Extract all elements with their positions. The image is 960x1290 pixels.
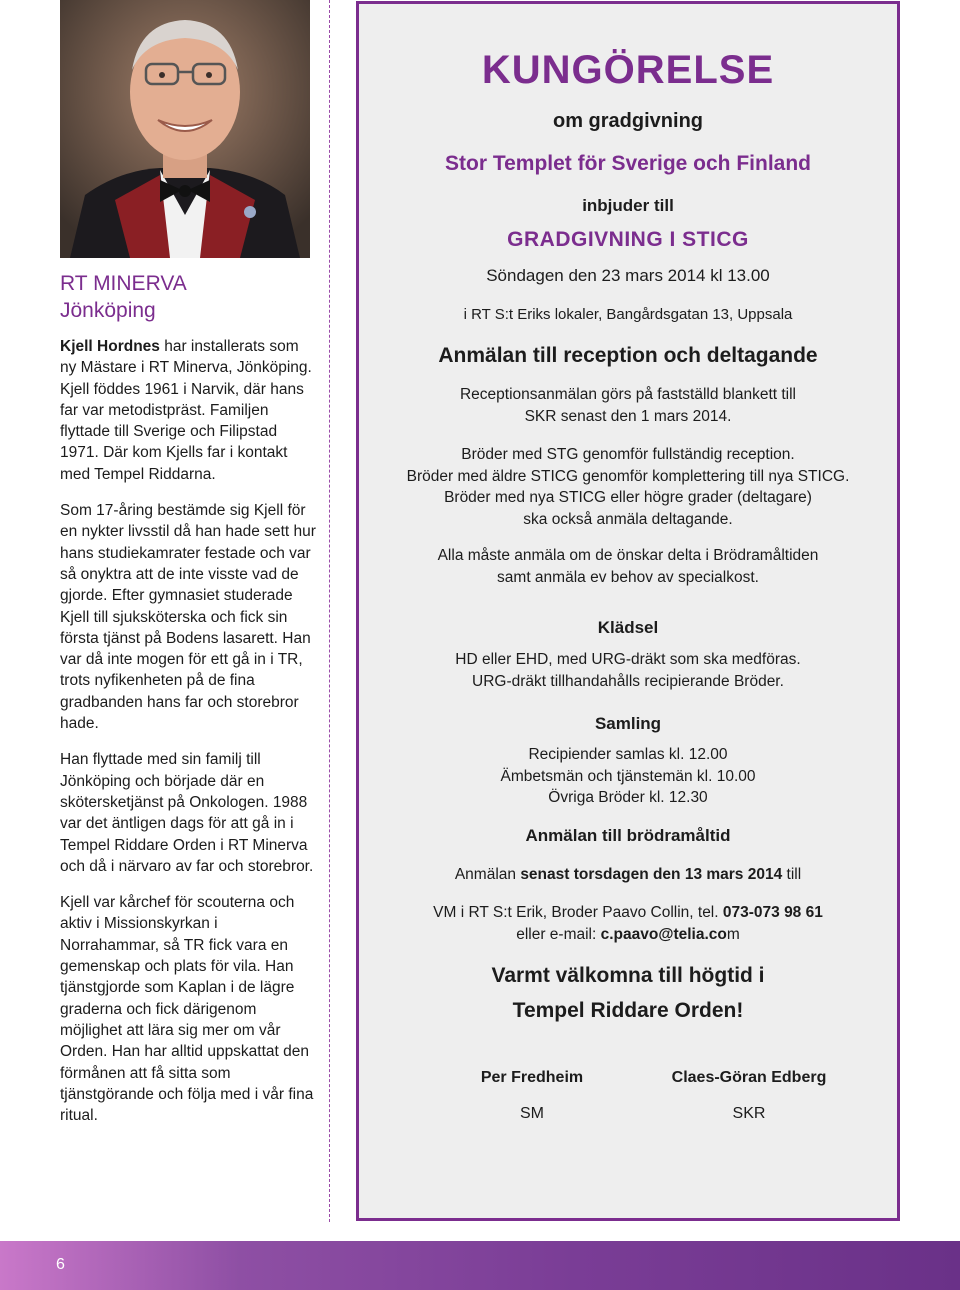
- announcement-invites: inbjuder till: [582, 196, 674, 215]
- article-paragraph-1: [60, 336, 316, 485]
- gather-text: [359, 744, 897, 809]
- announcement-org: Stor Templet för Sverige och Finland: [445, 152, 811, 175]
- dinner-line: [359, 864, 897, 886]
- dinner-post: till: [782, 866, 802, 883]
- article-heading-line2: Jönköping: [60, 299, 156, 322]
- page-number: 6: [56, 1256, 65, 1273]
- email-post: m: [726, 925, 740, 943]
- article-heading: [60, 270, 316, 324]
- contact-phone: 073-073 98 61: [722, 904, 823, 921]
- dinner-pre: Anmälan: [454, 866, 521, 883]
- dinner-text: [359, 864, 897, 886]
- email-address: c.paavo@telia.co: [600, 925, 727, 943]
- gather-heading: Samling: [594, 714, 662, 733]
- email-pre: eller e-mail:: [516, 925, 601, 943]
- article-paragraph-1-text: har installerats som ny Mästare i RT Minerva, Jönköping. Kjell föddes 1961 i Narvik, där hans far var metodistpräst. Familjen flyttade till Sverige och Filipstad 1971. Där kom Kjells far i kontakt med Tempel Riddarna.: [60, 338, 312, 483]
- announcement-place: i RT S:t Eriks lokaler, Bangårdsgatan 13, Uppsala: [463, 306, 793, 323]
- brothers-text: [359, 444, 897, 530]
- brothers-line-1: Bröder med STG genomför fullständig reception.: [461, 446, 795, 463]
- article-heading-line1: RT MINERVA: [60, 272, 187, 295]
- brothers-line-3: Bröder med nya STICG eller högre grader (deltagare): [444, 489, 812, 506]
- brothers-line-4: ska också anmäla deltagande.: [523, 510, 733, 528]
- dress-line-2: URG-dräkt tillhandahålls recipierande Bröder.: [472, 672, 784, 690]
- article-column: [60, 270, 316, 1141]
- registration-heading: Anmälan till reception och deltagande: [438, 344, 818, 367]
- article-name: Kjell Hordnes: [60, 338, 160, 355]
- welcome-line-1: Varmt välkomna till högtid i: [491, 964, 765, 987]
- registration-line-2: SKR senast den 1 mars 2014.: [524, 407, 732, 425]
- gather-line-3: Övriga Bröder kl. 12.30: [548, 789, 708, 806]
- portrait-photo: [60, 0, 310, 258]
- article-paragraph-4: Kjell var kårchef för scouterna och aktiv i Missionskyrkan i Norrahammar, så TR fick vara en gemenskap och plats för vila. Han tjänstgjorde som Kaplan i de lägre graderna och fick därigenom möjlighet att lära sig mer om vår Orden. Han har alltid uppskattat den förmånen att få sitta som tjänstgörande och följa med i vår fina ritual.: [60, 894, 314, 1125]
- column-divider: [329, 0, 330, 1222]
- signature-1: [457, 1069, 607, 1123]
- signature-1-role: SM: [520, 1105, 544, 1122]
- meal-text: [359, 545, 897, 588]
- announcement-subtitle: om gradgivning: [553, 110, 703, 132]
- dinner-heading: Anmälan till brödramåltid: [525, 826, 731, 845]
- signature-2-name: Claes-Göran Edberg: [671, 1069, 827, 1086]
- page-footer: [0, 1241, 960, 1290]
- signature-2-role: SKR: [732, 1105, 766, 1122]
- welcome-text: [359, 958, 897, 1028]
- contact-text: [359, 902, 897, 945]
- gather-line-2: Ämbetsmän och tjänstemän kl. 10.00: [500, 767, 756, 785]
- signature-2: [649, 1069, 849, 1123]
- dinner-deadline: senast torsdagen den 13 mars 2014: [520, 866, 783, 883]
- contact-line: [359, 902, 897, 924]
- dress-line-1: HD eller EHD, med URG-dräkt som ska medföras.: [455, 651, 801, 668]
- announcement-event: GRADGIVNING I STICG: [507, 228, 749, 251]
- announcement-title: KUNGÖRELSE: [481, 48, 775, 92]
- portrait-illustration: [60, 0, 310, 258]
- article-paragraph-2: Som 17-åring bestämde sig Kjell för en nykter livsstil då han hade sett hur hans studiekamrater festade och var så onyktra att de inte visste vad de gjorde. Efter gymnasiet studerade Kjell till sjuksköterska och fick sin första tjänst på Bodens lasarett. Han var då inte mogen för ett gå in i TR, trots nyfikenheten på de fina gradbanden hans far och storebror hade.: [60, 502, 316, 733]
- email-line: [359, 924, 897, 946]
- announcement-box: [356, 1, 900, 1221]
- article-paragraph-3: Han flyttade med sin familj till Jönköping och började där en skötersketjänst på Onkologen. 1988 var det äntligen dags för att gå in i Tempel Riddare Orden i RT Minerva och då i närvaro av far och storebror.: [60, 751, 314, 875]
- meal-line-2: samt anmäla ev behov av specialkost.: [497, 568, 759, 586]
- dress-heading: Klädsel: [597, 618, 659, 637]
- signature-1-name: Per Fredheim: [480, 1069, 584, 1086]
- brothers-line-2: Bröder med äldre STICG genomför komplettering till nya STICG.: [406, 467, 850, 485]
- meal-line-1: Alla måste anmäla om de önskar delta i Brödramåltiden: [437, 547, 819, 564]
- contact-pre: VM i RT S:t Erik, Broder Paavo Collin, tel.: [433, 904, 723, 921]
- announcement-date: Söndagen den 23 mars 2014 kl 13.00: [486, 266, 770, 285]
- article-body: [60, 336, 316, 1126]
- dress-text: [359, 649, 897, 692]
- welcome-line-2: Tempel Riddare Orden!: [512, 999, 744, 1022]
- gather-line-1: Recipiender samlas kl. 12.00: [528, 746, 728, 763]
- registration-text: [359, 384, 897, 427]
- registration-line-1: Receptionsanmälan görs på fastställd blankett till: [459, 386, 797, 403]
